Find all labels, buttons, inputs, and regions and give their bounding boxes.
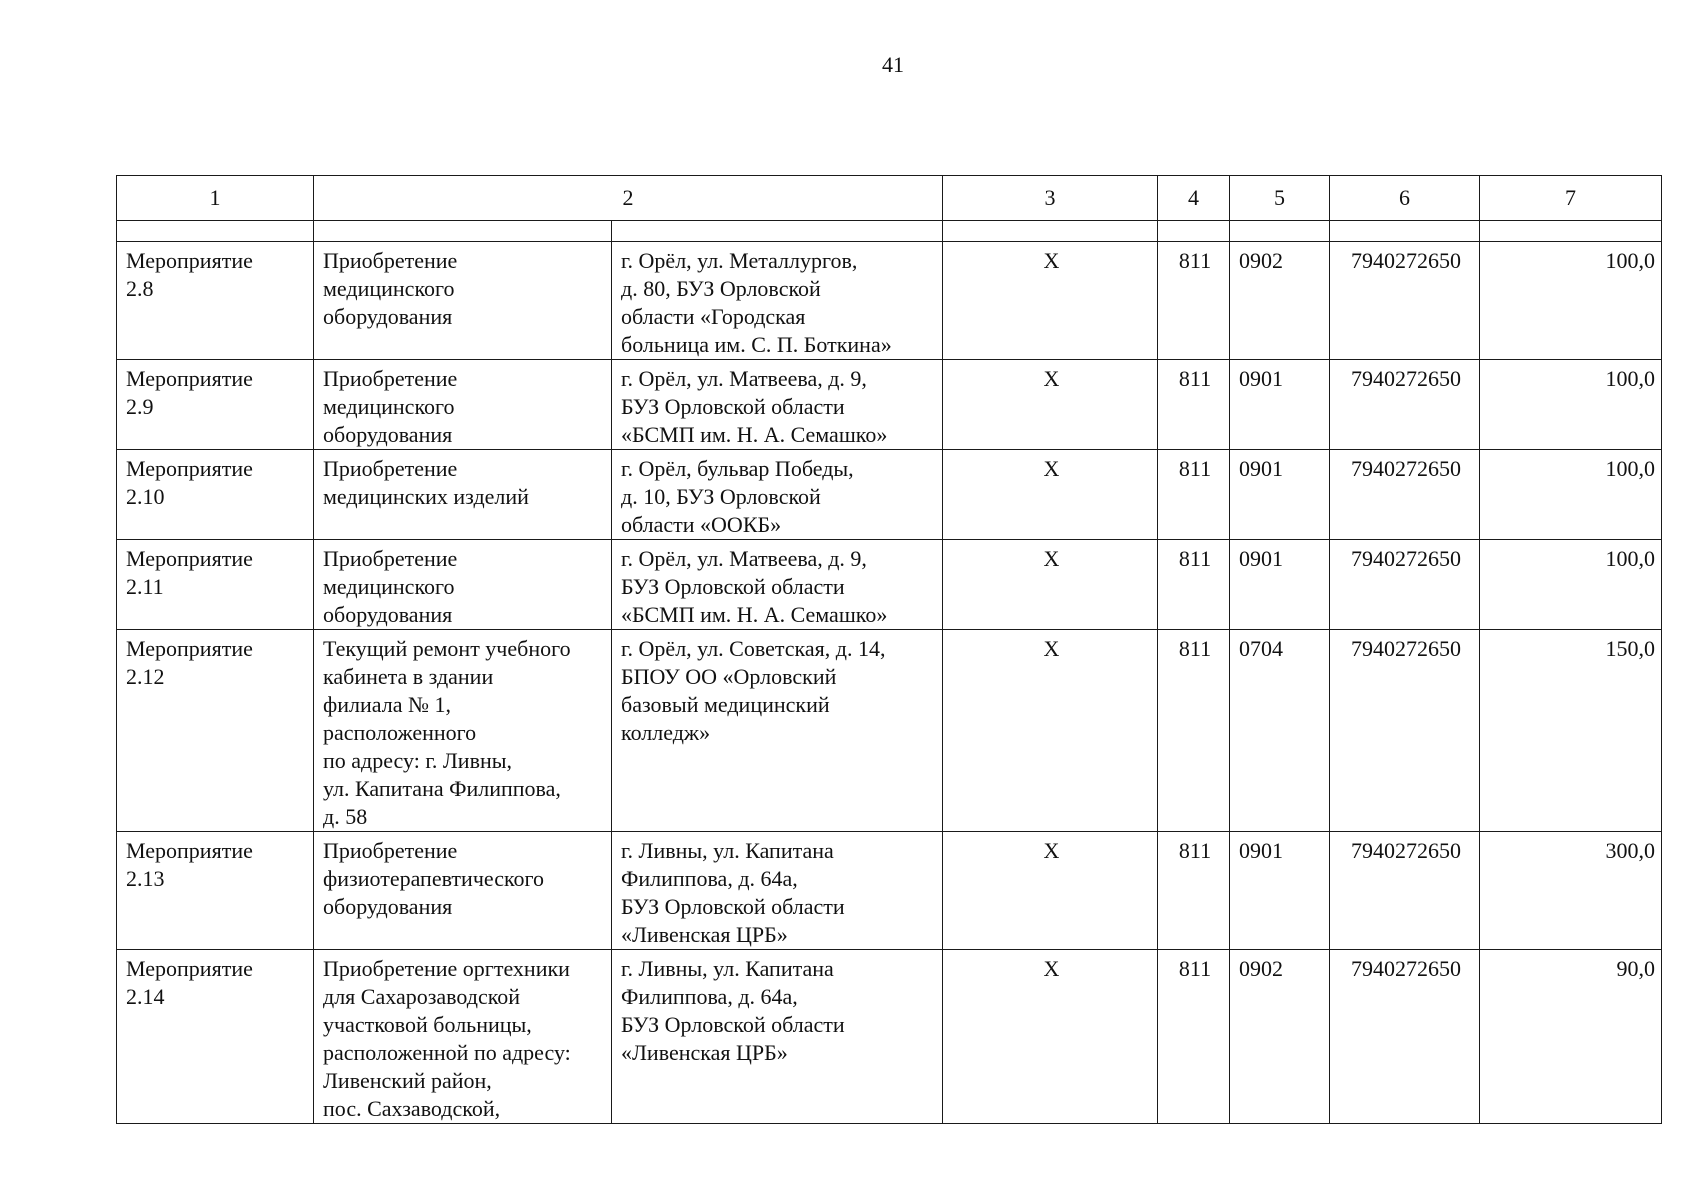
col4-cell: 811	[1158, 242, 1230, 360]
header-cell: 4	[1158, 176, 1230, 221]
address-cell: г. Ливны, ул. Капитана Филиппова, д. 64а, БУЗ Орловской области «Ливенская ЦРБ»	[612, 950, 943, 1124]
col7-cell: 100,0	[1480, 540, 1662, 630]
col7-cell: 100,0	[1480, 242, 1662, 360]
table-row	[117, 630, 1662, 832]
col7-cell: 100,0	[1480, 450, 1662, 540]
name-cell: Приобретение медицинских изделий	[314, 450, 612, 540]
event-cell: Мероприятие 2.10	[117, 450, 314, 540]
col3-cell: Х	[943, 360, 1158, 450]
col5-cell: 0902	[1230, 242, 1330, 360]
address-cell: г. Ливны, ул. Капитана Филиппова, д. 64а, БУЗ Орловской области «Ливенская ЦРБ»	[612, 832, 943, 950]
header-cell: 6	[1330, 176, 1480, 221]
col6-cell: 7940272650	[1330, 242, 1480, 360]
header-cell: 1	[117, 176, 314, 221]
col4-cell: 811	[1158, 540, 1230, 630]
col4-cell: 811	[1158, 832, 1230, 950]
col5-cell: 0901	[1230, 832, 1330, 950]
table-row	[117, 540, 1662, 630]
table-row	[117, 450, 1662, 540]
col5-cell: 0901	[1230, 450, 1330, 540]
event-cell: Мероприятие 2.11	[117, 540, 314, 630]
col7-cell: 90,0	[1480, 950, 1662, 1124]
header-cell: 5	[1230, 176, 1330, 221]
col3-cell: Х	[943, 832, 1158, 950]
table-row	[117, 950, 1662, 1124]
event-cell: Мероприятие 2.9	[117, 360, 314, 450]
header-cell: 2	[314, 176, 943, 221]
col3-cell: Х	[943, 540, 1158, 630]
col5-cell: 0704	[1230, 630, 1330, 832]
name-cell: Текущий ремонт учебного кабинета в здании филиала № 1, расположенного по адресу: г. Ливны, ул. Капитана Филиппова, д. 58	[314, 630, 612, 832]
col3-cell: Х	[943, 450, 1158, 540]
event-cell: Мероприятие 2.13	[117, 832, 314, 950]
col4-cell: 811	[1158, 450, 1230, 540]
spacer-row	[117, 221, 1662, 242]
col7-cell: 300,0	[1480, 832, 1662, 950]
header-cell: 7	[1480, 176, 1662, 221]
header-cell: 3	[943, 176, 1158, 221]
page-number: 41	[882, 52, 904, 77]
name-cell: Приобретение оргтехники для Сахарозаводской участковой больницы, расположенной по адресу: Ливенский район, пос. Сахзаводской,	[314, 950, 612, 1124]
address-cell: г. Орёл, бульвар Победы, д. 10, БУЗ Орловской области «ООКБ»	[612, 450, 943, 540]
col5-cell: 0902	[1230, 950, 1330, 1124]
col6-cell: 7940272650	[1330, 360, 1480, 450]
header-row	[117, 176, 1662, 221]
col6-cell: 7940272650	[1330, 832, 1480, 950]
table-row	[117, 832, 1662, 950]
col4-cell: 811	[1158, 630, 1230, 832]
address-cell: г. Орёл, ул. Матвеева, д. 9, БУЗ Орловской области «БСМП им. Н. А. Семашко»	[612, 540, 943, 630]
col5-cell: 0901	[1230, 540, 1330, 630]
address-cell: г. Орёл, ул. Матвеева, д. 9, БУЗ Орловской области «БСМП им. Н. А. Семашко»	[612, 360, 943, 450]
col5-cell: 0901	[1230, 360, 1330, 450]
col6-cell: 7940272650	[1330, 630, 1480, 832]
activities-table	[116, 175, 1662, 1124]
col4-cell: 811	[1158, 950, 1230, 1124]
name-cell: Приобретение медицинского оборудования	[314, 242, 612, 360]
name-cell: Приобретение медицинского оборудования	[314, 540, 612, 630]
address-cell: г. Орёл, ул. Советская, д. 14, БПОУ ОО «Орловский базовый медицинский колледж»	[612, 630, 943, 832]
table-row	[117, 242, 1662, 360]
col6-cell: 7940272650	[1330, 540, 1480, 630]
col4-cell: 811	[1158, 360, 1230, 450]
name-cell: Приобретение физиотерапевтического оборудования	[314, 832, 612, 950]
col3-cell: Х	[943, 242, 1158, 360]
event-cell: Мероприятие 2.12	[117, 630, 314, 832]
col6-cell: 7940272650	[1330, 450, 1480, 540]
event-cell: Мероприятие 2.8	[117, 242, 314, 360]
address-cell: г. Орёл, ул. Металлургов, д. 80, БУЗ Орловской области «Городская больница им. С. П. Боткина»	[612, 242, 943, 360]
col3-cell: Х	[943, 950, 1158, 1124]
col6-cell: 7940272650	[1330, 950, 1480, 1124]
event-cell: Мероприятие 2.14	[117, 950, 314, 1124]
col7-cell: 100,0	[1480, 360, 1662, 450]
name-cell: Приобретение медицинского оборудования	[314, 360, 612, 450]
table-row	[117, 360, 1662, 450]
col7-cell: 150,0	[1480, 630, 1662, 832]
col3-cell: Х	[943, 630, 1158, 832]
